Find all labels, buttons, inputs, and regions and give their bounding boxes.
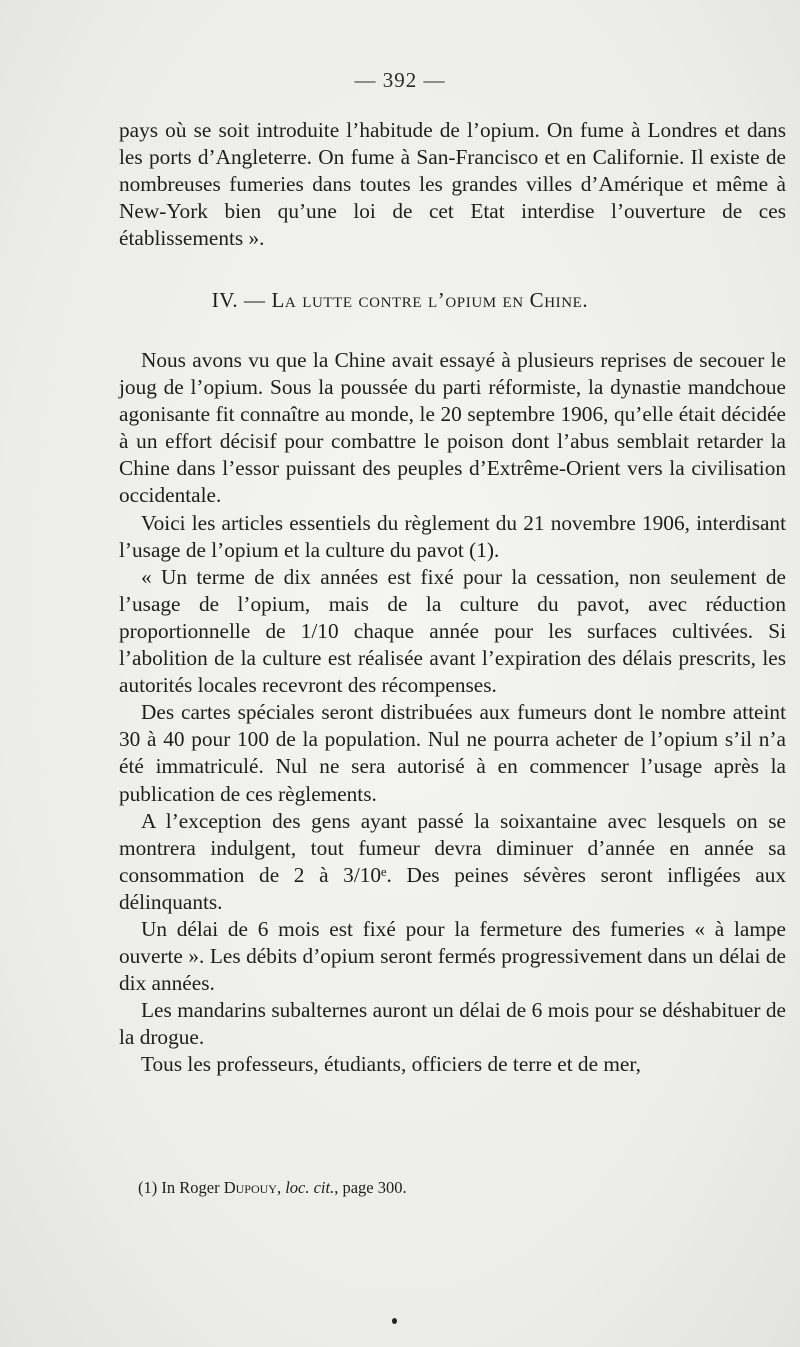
section-heading: IV. — La lutte contre l’opium en Chine. [211,288,589,312]
footnote-page-ref: , page 300. [334,1178,407,1197]
ink-speck [392,1318,397,1324]
paragraph: Nous avons vu que la Chine avait essayé à plusieurs reprises de secouer le joug de l’opium. Sous la poussée du parti réformiste, la dynastie mandchoue agonisante fit connaître au monde, le 20 septembre 1906, qu’elle était décidée à un effort décisif pour combattre le poison dont l’abus semblait retarder la Chine dans l’essor puissant des peuples d’Extrême-Orient vers la civilisation occidentale. [119,348,786,508]
paragraph: « Un terme de dix années est fixé pour la cessation, non seulement de l’usage de l’opium, mais de la culture du pavot, avec réduction proportionnelle de 1/10 chaque année pour les surfaces cultivées. Si l’abolition de la culture est réalisée avant l’expiration des délais prescrits, les autorités locales recevront des récompenses. [119,564,786,698]
paragraph: Un délai de 6 mois est fixé pour la fermeture des fumeries « à lampe ouverte ». Les débits d’opium seront fermés progressivement dans un délai de dix années. [119,916,786,996]
paragraph: Tous les professeurs, étudiants, officiers de terre et de mer, [141,1052,641,1077]
footnote-marker: (1) In Roger [138,1178,224,1197]
footnote-author: Dupouy [223,1178,277,1197]
paragraph: Des cartes spéciales seront distribuées aux fumeurs dont le nombre atteint 30 à 40 pour 100 de la population. Nul ne pourra acheter de l’opium s’il n’a été immatriculé. Nul ne sera autorisé à en commencer l’usage après la publication de ces règlements. [119,700,786,806]
footnote-separator: , [276,1178,286,1197]
continued-paragraph [119,117,786,252]
page-number: — 392 — [354,68,446,92]
paragraph: A l’exception des gens ayant passé la soixantaine avec lesquels on se montrera indulgent, tout fumeur devra diminuer d’année en année sa consommation de 2 à 3/10ᵉ. Des peines sévères seront infligées aux délinquants. [119,808,786,914]
footnote [138,1177,738,1199]
paragraph: Les mandarins subalternes auront un délai de 6 mois pour se déshabituer de la drogue. [119,998,786,1050]
paragraph: pays où se soit introduite l’habitude de l’opium. On fume à Londres et dans les ports d’Angleterre. On fume à San-Francisco et en Californie. Il existe de nombreuses fumeries dans toutes les grandes villes d’Amérique et même à New-York bien qu’une loi de cet Etat interdise l’ouverture de ces établissements ». [119,118,786,251]
footnote-citation: loc. cit. [285,1178,335,1197]
paragraph: Voici les articles essentiels du règlement du 21 novembre 1906, interdisant l’usage de l’opium et la culture du pavot (1). [119,510,786,562]
body-text [119,347,786,1079]
